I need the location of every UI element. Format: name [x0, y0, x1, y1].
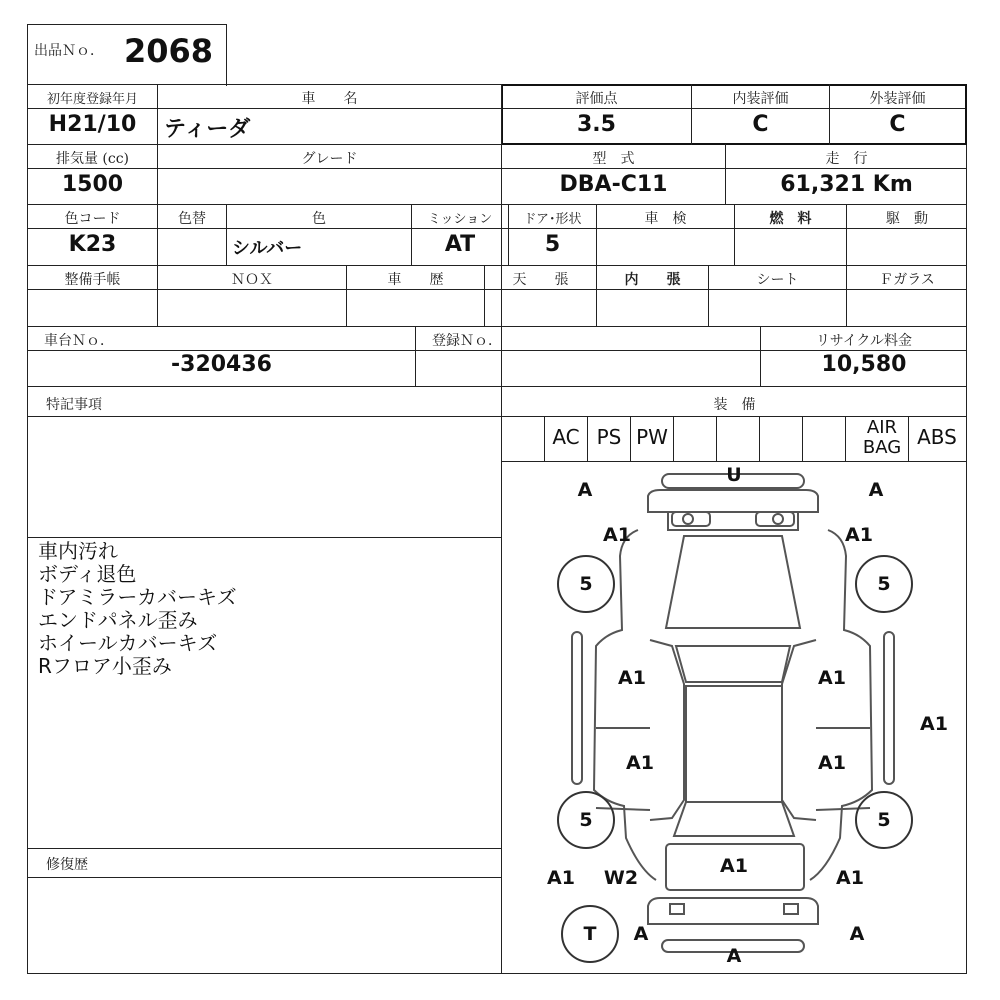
- equipment-header: 装 備: [713, 397, 756, 413]
- car-diagram: [502, 462, 966, 973]
- color-code-header: 色コード: [64, 211, 121, 227]
- mileage-header: 走 行: [825, 151, 868, 167]
- first-reg-value: H21/10: [48, 112, 137, 137]
- maintenance-header: 整備手帳: [64, 272, 121, 288]
- displacement-header: 排気量 (cc): [55, 151, 130, 167]
- transmission-value: AT: [444, 232, 476, 257]
- mark-spare-tire: T: [583, 923, 597, 945]
- recycle-fee-header: リサイクル料金: [815, 333, 913, 349]
- inspection-header: 車 検: [644, 211, 687, 227]
- mark-rl-bumper: A: [633, 923, 649, 945]
- mark-rl-quarter: A1: [547, 867, 575, 889]
- note-item: 車内汚れ: [38, 539, 118, 563]
- car-name-header: 車 名: [301, 91, 358, 107]
- exterior-value: C: [889, 112, 906, 137]
- mark-roof-front: U: [726, 464, 742, 486]
- history-header: 車 歴: [387, 272, 444, 288]
- equipment-airbag: AIR BAG: [862, 417, 902, 458]
- model-value: DBA-C11: [559, 172, 668, 197]
- equipment-ps: PS: [596, 425, 622, 449]
- mark-rl-tire: 5: [579, 809, 593, 831]
- reg-no-header: 登録Ｎｏ．: [432, 333, 502, 349]
- transmission-header: ミッション: [427, 212, 493, 227]
- equipment-slot-9: [846, 417, 856, 461]
- mark-right-step: A1: [920, 713, 948, 735]
- door-shape-value: 5: [544, 232, 561, 257]
- mark-fr-tire: 5: [877, 573, 891, 595]
- fuel-header: 燃 料: [769, 211, 812, 227]
- model-header: 型 式: [592, 151, 635, 167]
- equipment-slot-6: [717, 417, 759, 461]
- equipment-slot-7: [760, 417, 802, 461]
- note-item: Rフロア小歪み: [38, 654, 172, 678]
- mark-fl-door: A1: [618, 667, 646, 689]
- equipment-slot-5: [674, 417, 716, 461]
- color-code-value: K23: [68, 232, 117, 257]
- drive-header: 駆 動: [886, 211, 928, 227]
- interior-value: C: [752, 112, 769, 137]
- mark-rr-tire: 5: [877, 809, 891, 831]
- mark-rear-bumper: A: [726, 945, 742, 967]
- interior-lining-header: 内 張: [624, 272, 681, 288]
- equipment-ac: AC: [552, 425, 580, 449]
- equipment-slot-8: [803, 417, 845, 461]
- mark-rr-door: A1: [818, 752, 846, 774]
- mark-rr-quarter: A1: [836, 867, 864, 889]
- color-header: 色: [312, 211, 326, 227]
- mark-fl-fender: A1: [603, 524, 631, 546]
- mark-rear-window: W2: [603, 867, 639, 889]
- recycle-fee-value: 10,580: [821, 352, 907, 377]
- mark-rr-bumper: A: [849, 923, 865, 945]
- roof-header: 天 張: [512, 272, 569, 288]
- exterior-header: 外装評価: [869, 91, 926, 107]
- car-name-value: ティーダ: [164, 117, 251, 142]
- mark-fr-corner: A: [868, 479, 884, 501]
- lot-label: 出品Ｎｏ．: [34, 43, 104, 59]
- chassis-no-value: -320436: [171, 352, 272, 377]
- mileage-value: 61,321 Km: [780, 172, 913, 197]
- color-value: シルバー: [232, 238, 303, 259]
- chassis-no-header: 車台Ｎｏ．: [44, 333, 114, 349]
- mark-fl-tire: 5: [579, 573, 593, 595]
- first-reg-header: 初年度登録年月: [46, 92, 138, 107]
- interior-header: 内装評価: [732, 91, 789, 107]
- door-shape-header: ドア･形状: [523, 212, 582, 227]
- score-header: 評価点: [575, 91, 618, 107]
- note-item: ホイールカバーキズ: [38, 631, 218, 655]
- displacement-value: 1500: [61, 172, 124, 197]
- mark-trunk: A1: [720, 855, 748, 877]
- nox-header: ＮＯＸ: [231, 272, 273, 288]
- seat-header: シート: [756, 272, 799, 288]
- repair-history-header: 修復歴: [46, 857, 88, 873]
- f-glass-header: Ｆガラス: [879, 272, 935, 288]
- note-item: ボディ退色: [38, 562, 137, 586]
- notes-header: 特記事項: [46, 397, 102, 413]
- grade-header: グレード: [301, 151, 358, 167]
- equipment-pw: PW: [636, 425, 668, 449]
- mark-fl-corner: A: [577, 479, 593, 501]
- equipment-slot-1: [502, 417, 544, 461]
- mark-rl-door: A1: [626, 752, 654, 774]
- score-value: 3.5: [577, 112, 616, 137]
- mark-fr-fender: A1: [845, 524, 873, 546]
- note-item: ドアミラーカバーキズ: [38, 585, 237, 609]
- color-change-header: 色替: [178, 211, 206, 227]
- equipment-abs: ABS: [917, 425, 957, 449]
- mark-fr-door: A1: [818, 667, 846, 689]
- notes-list: [38, 540, 493, 678]
- note-item: エンドパネル歪み: [38, 608, 198, 632]
- lot-number: 2068: [124, 32, 214, 70]
